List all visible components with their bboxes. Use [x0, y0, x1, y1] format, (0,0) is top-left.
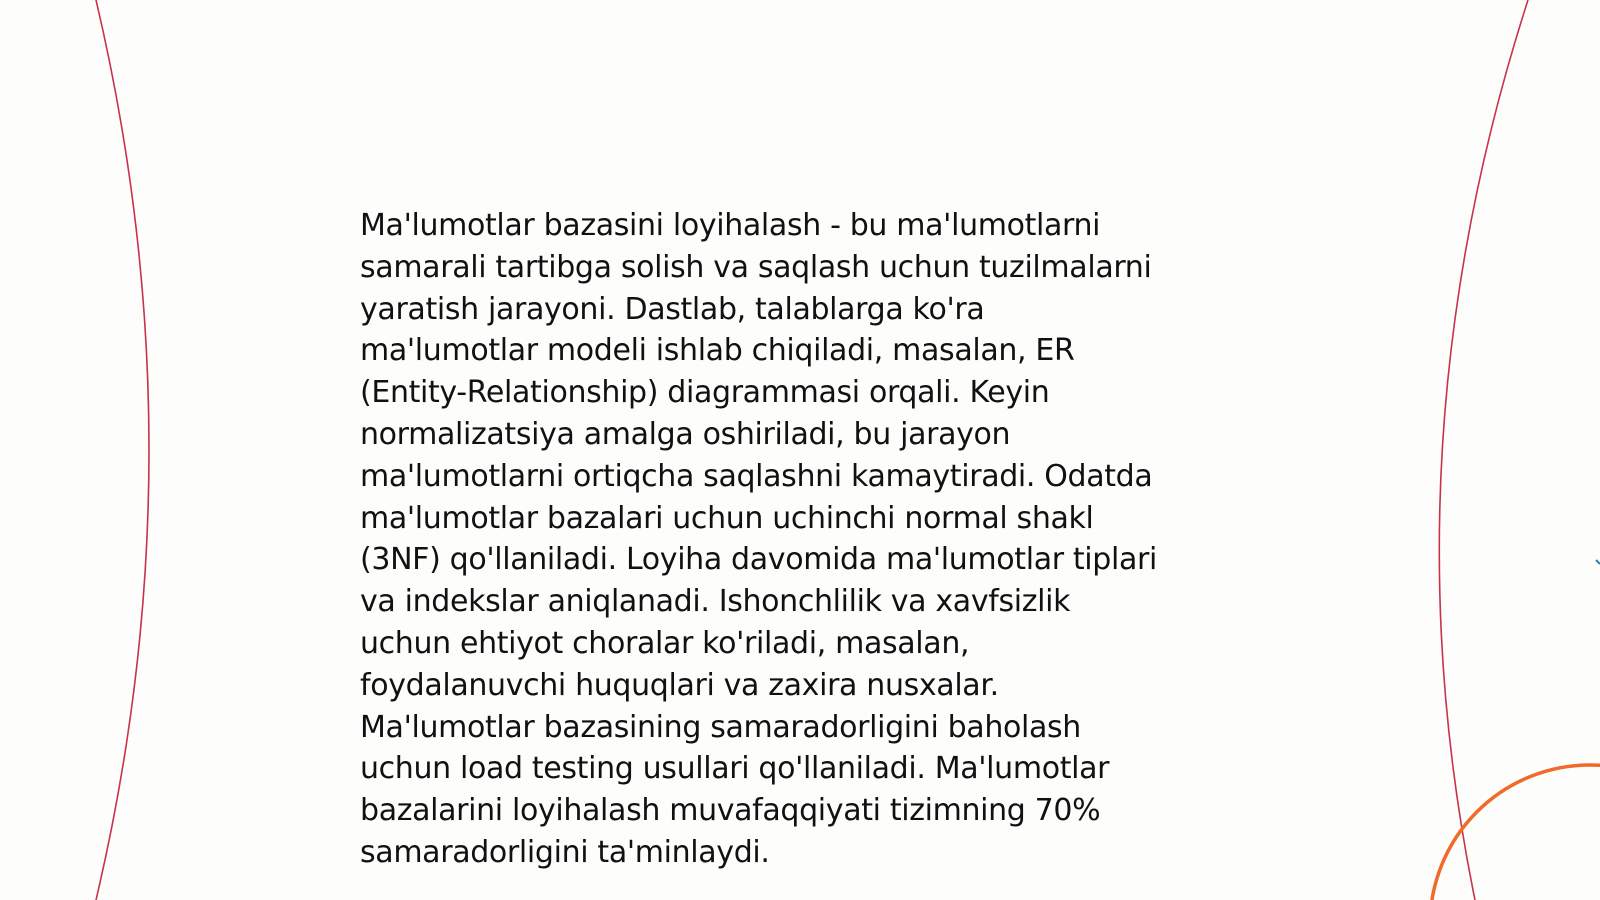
right-curve-line [1439, 0, 1528, 900]
body-line: samaradorligini ta'minlaydi. [360, 834, 770, 870]
body-line: ma'lumotlarni ortiqcha saqlashni kamaytiradi. Odatda [360, 458, 1153, 494]
body-line: Ma'lumotlar bazasini loyihalash - bu ma'lumotlarni [360, 208, 1101, 243]
body-line: ma'lumotlar modeli ishlab chiqiladi, masalan, ER [360, 333, 1075, 369]
body-text [360, 205, 1260, 874]
body-line: foydalanuvchi huquqlari va zaxira nusxalar. [360, 667, 999, 703]
body-line: samarali tartibga solish va saqlash uchun tuzilmalarni [360, 249, 1152, 285]
body-line: ma'lumotlar bazalari uchun uchinchi normal shakl [360, 500, 1094, 536]
edge-accent-mark [1596, 560, 1600, 564]
body-line: uchun ehtiyot choralar ko'riladi, masalan, [360, 625, 970, 661]
body-line: yaratish jarayoni. Dastlab, talablarga ko'ra [360, 291, 985, 327]
body-line: (Entity-Relationship) diagrammasi orqali. Keyin [360, 375, 1050, 411]
body-line: bazalarini loyihalash muvafaqqiyati tizimning 70% [360, 793, 1101, 829]
body-line: Ma'lumotlar bazasining samaradorligini baholash [360, 709, 1081, 745]
body-line: (3NF) qo'llaniladi. Loyiha davomida ma'lumotlar tiplari [360, 542, 1157, 578]
left-curve-line [96, 0, 149, 900]
body-line: va indekslar aniqlanadi. Ishonchlilik va xavfsizlik [360, 584, 1071, 620]
body-line: normalizatsiya amalga oshiriladi, bu jarayon [360, 416, 1011, 452]
body-line: uchun load testing usullari qo'llaniladi. Ma'lumotlar [360, 751, 1110, 787]
